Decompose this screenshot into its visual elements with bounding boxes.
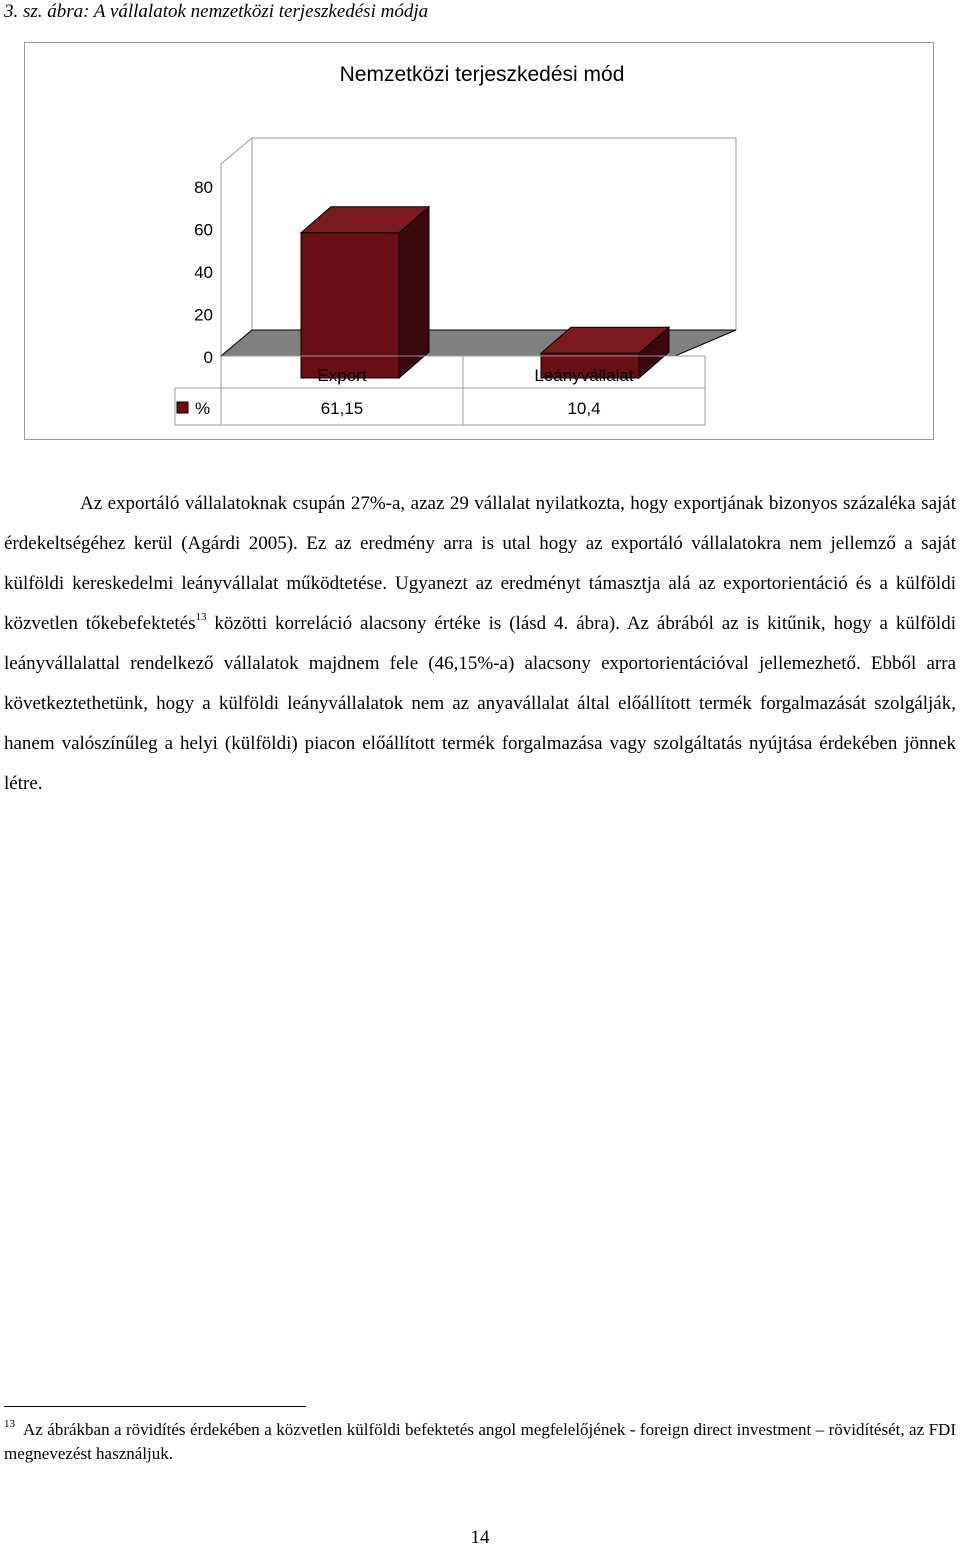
footnote-text: Az ábrákban a rövidítés érdekében a közvetlen külföldi befektetés angol megfelelőjének - foreign direct investment – rövidítését, az FDI megnevezést használjuk. bbox=[4, 1420, 956, 1463]
data-value-label: 10,4 bbox=[567, 399, 601, 418]
legend-key bbox=[177, 402, 188, 413]
category-label: Export bbox=[317, 366, 367, 385]
data-value-label: 61,15 bbox=[320, 399, 364, 418]
series-name-label: % bbox=[195, 399, 211, 418]
y-tick-label: 20 bbox=[194, 305, 213, 325]
bar-chart bbox=[25, 43, 933, 439]
y-tick-label: 0 bbox=[203, 348, 213, 367]
category-label: Leányvállalat bbox=[534, 366, 634, 385]
figure-caption: 3. sz. ábra: A vállalatok nemzetközi terjeszkedési módja bbox=[4, 1, 429, 22]
paragraph bbox=[4, 484, 956, 804]
chart-frame bbox=[24, 42, 934, 440]
page-number: 14 bbox=[470, 1527, 490, 1548]
paragraph-text-part-1: Az exportáló vállalatoknak csupán 27%-a, azaz 29 vállalat nyilatkozta, hogy exportjának bizonyos százaléka saját érdekeltségéhez kerül (Agárdi 2005). Ez az eredmény arra is utal hogy az exportáló vállalatokra nem jellemző a saját külföldi kereskedelmi leányvállalat működtetése. Ugyanezt az eredményt támasztja alá az exportorientáció és a külföldi közvetlen tőkebefektetés bbox=[4, 493, 956, 634]
footnote bbox=[4, 1418, 956, 1466]
y-tick-label: 60 bbox=[194, 220, 213, 240]
y-tick-label: 40 bbox=[194, 263, 213, 282]
bar-side bbox=[399, 207, 429, 378]
footnote-ref[interactable]: 13 bbox=[195, 611, 207, 623]
chart-title: Nemzetközi terjeszkedési mód bbox=[339, 63, 625, 86]
chart-side-wall bbox=[221, 138, 252, 356]
y-tick-label: 80 bbox=[194, 178, 213, 197]
body-text bbox=[4, 484, 956, 804]
footnote-number: 13 bbox=[4, 1418, 15, 1430]
footnote-separator bbox=[4, 1406, 306, 1407]
paragraph-text-part-2: közötti korreláció alacsony értéke is (lásd 4. ábra). Az ábrából az is kitűnik, hogy a külföldi leányvállalattal rendelkező vállalatok majdnem fele (46,15%-a) alacsony exportorientációval jellemezhető. Ebből arra következtethetünk, hogy a külföldi leányvállalatok nem az anyavállalat által előállított termék forgalmazását szolgálják, hanem valószínűleg a helyi (külföldi) piacon előállított termék forgalmazása vagy szolgáltatás nyújtása érdekében jönnek létre. bbox=[4, 613, 956, 794]
